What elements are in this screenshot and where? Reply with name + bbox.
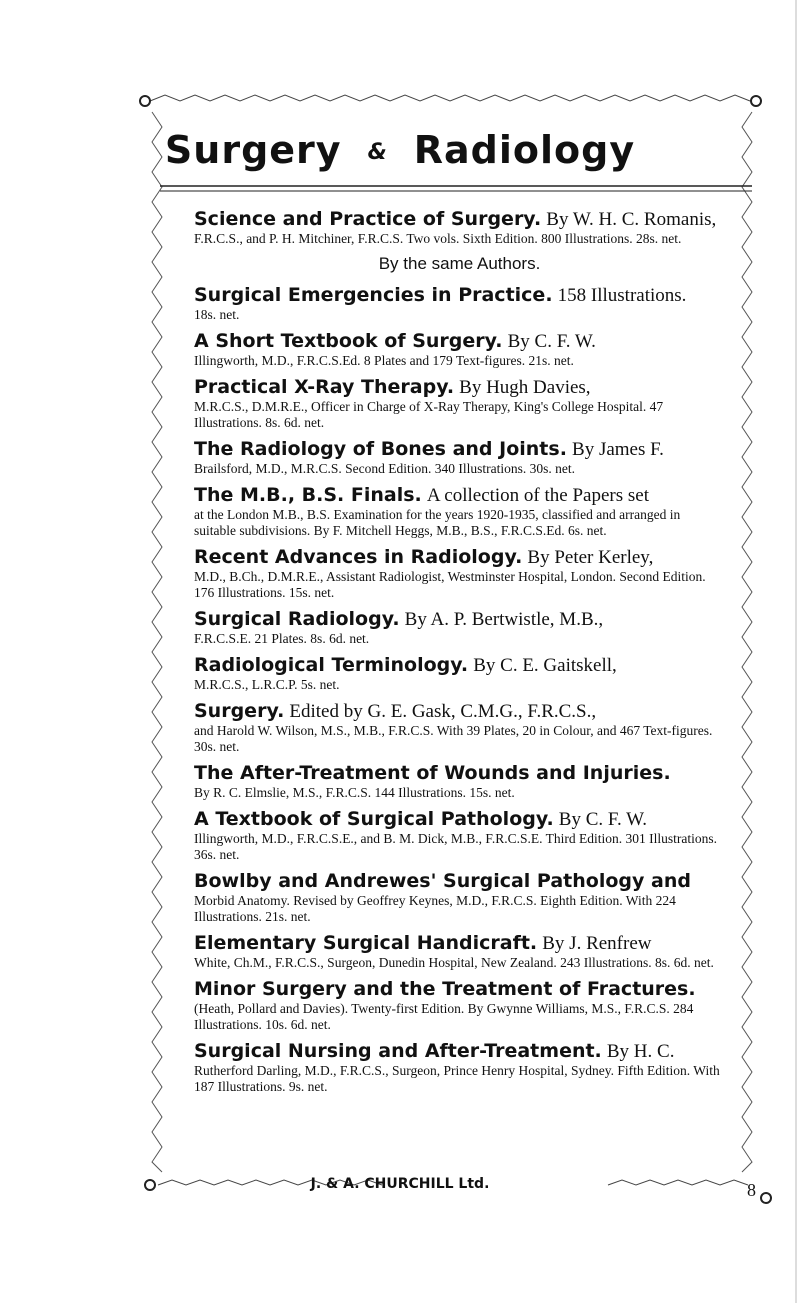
- book-entry: [194, 284, 725, 323]
- book-author: By H. C.: [606, 1041, 675, 1062]
- publisher-name: J. & A. CHURCHILL Ltd.: [310, 1176, 490, 1192]
- book-author: By C. F. W.: [558, 809, 648, 830]
- book-detail: F.R.C.S., and P. H. Mitchiner, F.R.C.S. Two vols. Sixth Edition. 800 Illustrations. 28s. net.: [194, 231, 682, 246]
- book-entry: [194, 376, 725, 431]
- book-title: Practical X-Ray Therapy.: [194, 376, 455, 398]
- header-title-radiology: Radiology: [413, 128, 636, 172]
- book-author: By C. E. Gaitskell,: [473, 655, 617, 676]
- book-entry: [194, 762, 725, 801]
- book-title: Surgery.: [194, 700, 285, 722]
- book-entry: [194, 978, 725, 1033]
- book-entry: [194, 1040, 725, 1095]
- book-detail: Brailsford, M.D., M.R.C.S. Second Edition. 340 Illustrations. 30s. net.: [194, 461, 575, 476]
- book-entry: [194, 546, 725, 601]
- same-authors-note: By the same Authors.: [378, 254, 541, 273]
- book-title: Radiological Terminology.: [194, 654, 469, 676]
- book-title: A Short Textbook of Surgery.: [194, 330, 503, 352]
- book-detail: Illingworth, M.D., F.R.C.S.Ed. 8 Plates and 179 Text-figures. 21s. net.: [194, 353, 574, 368]
- book-entry: [194, 808, 725, 863]
- book-author: By Hugh Davies,: [459, 377, 591, 398]
- book-detail: White, Ch.M., F.R.C.S., Surgeon, Dunedin Hospital, New Zealand. 243 Illustrations. 8s. 6d. net.: [194, 955, 714, 970]
- page-header: [0, 128, 800, 172]
- book-entry: [194, 932, 725, 971]
- book-title: Recent Advances in Radiology.: [194, 546, 523, 568]
- book-entry: [194, 654, 725, 693]
- book-detail: and Harold W. Wilson, M.S., M.B., F.R.C.S. With 39 Plates, 20 in Colour, and 467 Text-figures. 30s. net.: [194, 723, 713, 754]
- book-author: By Peter Kerley,: [527, 547, 654, 568]
- book-detail: Rutherford Darling, M.D., F.R.C.S., Surgeon, Prince Henry Hospital, Sydney. Fifth Edition. With 187 Illustrations. 9s. net.: [194, 1063, 720, 1094]
- book-detail: 18s. net.: [194, 307, 240, 322]
- book-title: Science and Practice of Surgery.: [194, 208, 542, 230]
- book-entry: [194, 608, 725, 647]
- book-entry: [194, 870, 725, 925]
- book-detail: (Heath, Pollard and Davies). Twenty-first Edition. By Gwynne Williams, M.S., F.R.C.S. 284 Illustrations. 10s. 6d. net.: [194, 1001, 694, 1032]
- page-number: 8: [747, 1180, 756, 1200]
- book-author: By W. H. C. Romanis,: [546, 209, 717, 230]
- book-title: Surgical Nursing and After-Treatment.: [194, 1040, 602, 1062]
- book-title: Surgical Radiology.: [194, 608, 400, 630]
- book-detail: M.R.C.S., D.M.R.E., Officer in Charge of X-Ray Therapy, King's College Hospital. 47 Illustrations. 8s. 6d. net.: [194, 399, 664, 430]
- book-detail: M.R.C.S., L.R.C.P. 5s. net.: [194, 677, 340, 692]
- book-entry: [194, 208, 725, 247]
- book-detail: F.R.C.S.E. 21 Plates. 8s. 6d. net.: [194, 631, 370, 646]
- book-title: The M.B., B.S. Finals.: [194, 484, 422, 506]
- book-detail: By R. C. Elmslie, M.S., F.R.C.S. 144 Illustrations. 15s. net.: [194, 785, 515, 800]
- book-title: A Textbook of Surgical Pathology.: [194, 808, 554, 830]
- book-detail: M.D., B.Ch., D.M.R.E., Assistant Radiologist, Westminster Hospital, London. Second Edition. 176 Illustrations. 15s. net.: [194, 569, 706, 600]
- book-detail: Illingworth, M.D., F.R.C.S.E., and B. M. Dick, M.B., F.R.C.S.E. Third Edition. 301 Illustrations. 36s. net.: [194, 831, 717, 862]
- book-author: By J. Renfrew: [542, 933, 652, 954]
- book-author: By James F.: [572, 439, 664, 460]
- book-author: By C. F. W.: [507, 331, 596, 352]
- book-author: Edited by G. E. Gask, C.M.G., F.R.C.S.,: [289, 701, 597, 722]
- book-list: [194, 208, 725, 1102]
- book-title: Bowlby and Andrewes' Surgical Pathology and: [194, 870, 691, 892]
- book-entry: [194, 700, 725, 755]
- book-title: Elementary Surgical Handicraft.: [194, 932, 538, 954]
- book-author: A collection of the Papers set: [426, 485, 649, 506]
- book-title: Minor Surgery and the Treatment of Fractures.: [194, 978, 696, 1000]
- book-entry: [194, 330, 725, 369]
- book-entry: [194, 484, 725, 539]
- ampersand-ornament-icon: &: [367, 140, 388, 165]
- book-title: Surgical Emergencies in Practice.: [194, 284, 553, 306]
- book-author: By A. P. Bertwistle, M.B.,: [404, 609, 604, 630]
- book-author: 158 Illustrations.: [557, 285, 687, 306]
- book-entry: [194, 438, 725, 477]
- header-title-surgery: Surgery: [164, 128, 342, 172]
- book-title: The Radiology of Bones and Joints.: [194, 438, 567, 460]
- book-detail: at the London M.B., B.S. Examination for the years 1920-1935, classified and arranged in suitable subdivisions. By F. Mitchell Heggs, M.B., B.S., F.R.C.S.Ed. 6s. net.: [194, 507, 681, 538]
- book-detail: Morbid Anatomy. Revised by Geoffrey Keynes, M.D., F.R.C.S. Eighth Edition. With 224 Illustrations. 21s. net.: [194, 893, 676, 924]
- book-title: The After-Treatment of Wounds and Injuries.: [194, 762, 671, 784]
